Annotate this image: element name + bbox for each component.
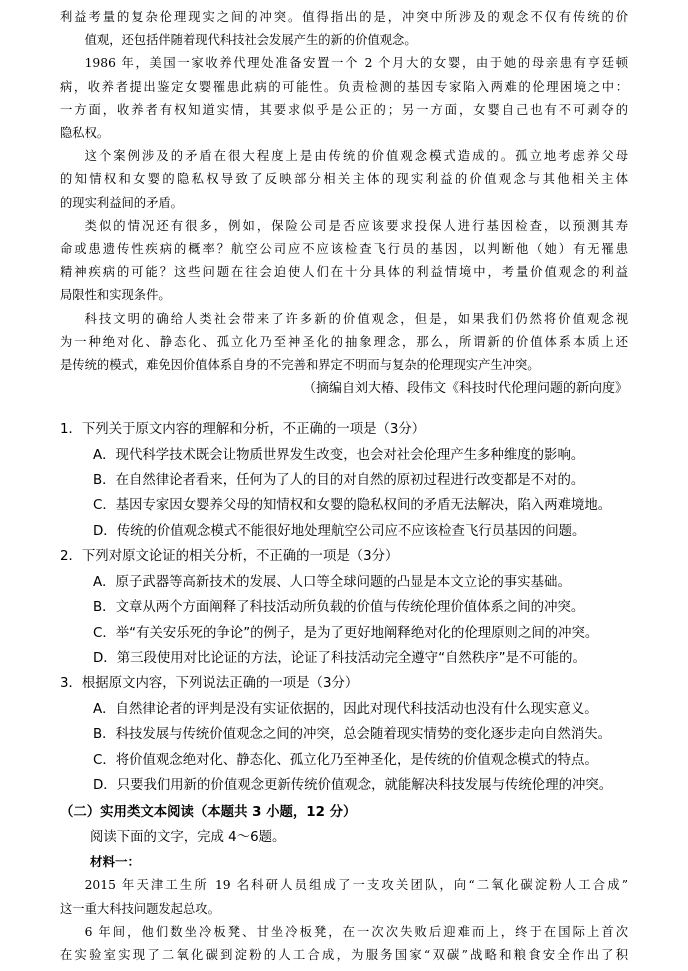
option-c: C．举“有关安乐死的争论”的例子，是为了更好地阐释绝对化的伦理原则之间的冲突。 — [93, 625, 599, 641]
material-line: 这一重大科技问题发起总攻。 — [60, 901, 220, 916]
material-line: 6 年间，他们数坐冷板凳、甘坐冷板凳，在一次次失败后迎难而上，终于在国际上首次 — [84, 924, 628, 939]
passage — [60, 6, 628, 401]
section-heading: （二）实用类文本阅读（本题共 3 小题，12 分） — [60, 805, 357, 821]
passage-line: 局限性和实现条件。 — [60, 288, 171, 303]
option-a: A．现代科学技术既会让物质世界发生改变，也会对社会伦理产生多种维度的影响。 — [93, 447, 585, 463]
passage-line: 的知情权和女婴的隐私权导致了反映部分相关主体的现实利益的价值观念与其他相关主体 — [60, 172, 628, 187]
question-stem: 2．下列对原文论证的相关分析，不正确的一项是（3分） — [60, 549, 399, 565]
option-b: B．文章从两个方面阐释了科技活动所负载的价值与传统伦理价值体系之间的冲突。 — [93, 600, 585, 616]
option-b: B．在自然律论者看来，任何为了人的目的对自然的原初过程进行改变都是不对的。 — [93, 473, 585, 489]
passage-line: 类似的情况还有很多，例如，保险公司是否应该要求投保人进行基因检查，以预测其寿 — [84, 218, 628, 233]
section-intro: 阅读下面的文字，完成 4～6题。 — [90, 830, 286, 846]
question-3 — [60, 671, 628, 798]
passage-line: 利益考量的复杂伦理现实之间的冲突。值得指出的是，冲突中所涉及的观念不仅有传统的价 — [60, 10, 628, 24]
passage-line: 值观，还包括伴随着现代科技社会发展产生的新的价值观念。 — [84, 33, 417, 48]
passage-line: 1986 年，美国一家收养代理处准备安置一个 2 个月大的女婴，由于她的母亲患有亨廷顿 — [84, 56, 628, 71]
option-a: A．原子武器等高新技术的发展、人口等全球问题的凸显是本文立论的事实基础。 — [93, 574, 571, 590]
passage-line: 是传统的模式，难免因价值体系自身的不完善和界定不明而与复杂的伦理现实产生冲突。 — [60, 358, 540, 373]
passage-line: 精神疾病的可能？这些问题在往会迫使人们在十分具体的利益情境中，考量价值观念的利益 — [60, 265, 628, 280]
option-d: D．传统的价值观念模式不能很好地处理航空公司应不应该检查飞行员基因的问题。 — [93, 523, 586, 539]
passage-line: 这个案例涉及的矛盾在很大程度上是由传统的价值观念模式造成的。孤立地考虑养父母 — [84, 149, 628, 164]
question-stem: 3．根据原文内容，下列说法正确的一项是（3分） — [60, 676, 359, 692]
option-d: D．第三段使用对比论证的方法，论证了科技活动完全遵守“自然秩序”是不可能的。 — [93, 650, 586, 666]
option-c: C．基因专家因女婴养父母的知情权和女婴的隐私权间的矛盾无法解决，陷入两难境地。 — [93, 498, 612, 514]
option-a: A．自然律论者的评判是没有实证依据的，因此对现代科技活动也没有什么现实意义。 — [93, 701, 598, 717]
section-2 — [60, 800, 628, 967]
option-b: B．科技发展与传统价值观念之间的冲突，总会随着现实情势的变化逐步走向自然消失。 — [93, 727, 612, 743]
material-line: 2015 年天津工生所 19 名科研人员组成了一支攻关团队，向“二氧化碳淀粉人工合成” — [84, 878, 628, 893]
passage-line: 命或患遗传性疾病的概率？航空公司应不应该检查飞行员的基因，以判断他（她）有无罹患 — [60, 242, 628, 257]
question-stem: 1．下列关于原文内容的理解和分析，不正确的一项是（3分） — [60, 422, 426, 438]
question-1 — [60, 417, 628, 544]
material-label: 材料一： — [90, 854, 141, 870]
passage-line: 隐私权。 — [60, 126, 110, 141]
passage-line: 病，收养者提出鉴定女婴罹患此病的可能性。负责检测的基因专家陷入两难的伦理困境之中： — [60, 79, 628, 94]
passage-line: 为一种绝对化、静态化、孤立化乃至神圣化的抽象理念，那么，所谓新的价值体系本质上还 — [60, 334, 628, 349]
material-line: 在实验室实现了二氧化碳到淀粉的人工合成，为服务国家“双碳”战略和粮食安全作出了积 — [60, 947, 628, 962]
passage-line: 一方面，收养者有权知道实情，其要求似乎是公正的；另一方面，女婴自己也有不可剥夺的 — [60, 102, 628, 117]
option-c: C．将价值观念绝对化、静态化、孤立化乃至神圣化，是传统的价值观念模式的特点。 — [93, 752, 598, 768]
passage-line: 的现实利益间的矛盾。 — [60, 195, 183, 210]
passage-line: 科技文明的确给人类社会带来了许多新的价值观念，但是，如果我们仍然将价值观念视 — [84, 311, 628, 326]
question-2 — [60, 544, 628, 671]
option-d: D．只要我们用新的价值观念更新传统价值观念，就能解决科技发展与传统伦理的冲突。 — [93, 777, 613, 793]
source-attribution: （摘编自刘大椿、段伟文《科技时代伦理问题的新向度》 — [302, 381, 628, 397]
